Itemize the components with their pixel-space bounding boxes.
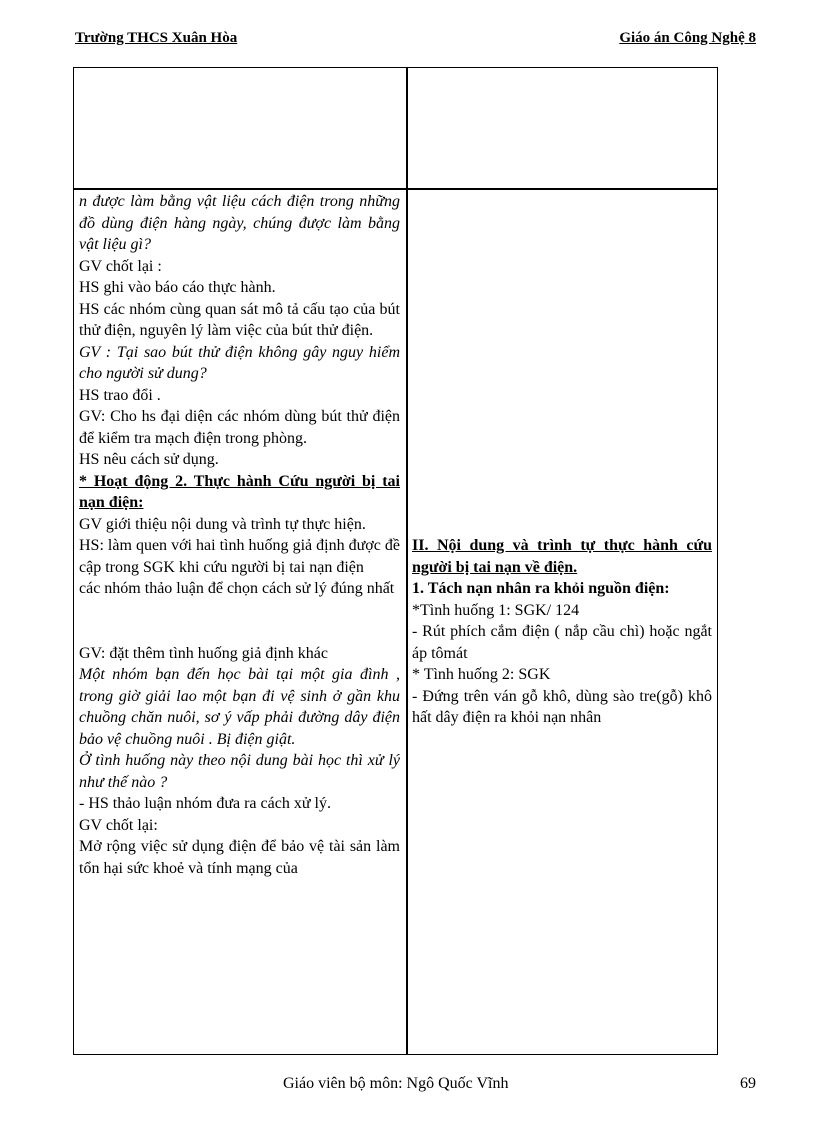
- right-column-content: [412, 535, 712, 729]
- subject-title: Giáo án Công Nghệ 8: [619, 30, 756, 46]
- left-column-paragraph: các nhóm thảo luận để chọn cách sử lý đúng nhất: [79, 580, 395, 597]
- left-column-paragraph: HS nêu cách sử dụng.: [79, 451, 219, 468]
- left-column-paragraph: GV : Tại sao bút thử điện không gây nguy hiểm cho người sử dung?: [79, 343, 400, 382]
- left-column-content: [79, 191, 400, 879]
- left-column-paragraph: [79, 600, 400, 643]
- teacher-name: Giáo viên bộ môn: Ngô Quốc Vĩnh: [283, 1075, 509, 1092]
- left-column-paragraph: * Hoạt động 2. Thực hành Cứu người bị tai nạn điện:: [79, 472, 400, 511]
- left-column-paragraph: GV: Cho hs đại diện các nhóm dùng bút thử điện để kiểm tra mạch điện trong phòng.: [79, 408, 400, 447]
- left-column-paragraph: HS trao đổi .: [79, 386, 161, 404]
- page-number: 69: [740, 1075, 756, 1092]
- left-column-paragraph: HS ghi vào báo cáo thực hành.: [79, 279, 276, 296]
- left-column-paragraph: Một nhóm bạn đến học bài tại một gia đình , trong giờ giải lao một bạn đi vệ sinh ở gần khu chuồng chăn nuôi, sơ ý vấp phải đường dây điện bảo vệ chuồng nuôi . Bị điện giật.: [79, 666, 400, 748]
- left-column-paragraph: n được làm bằng vật liệu cách điện trong những đồ dùng điện hàng ngày, chúng được làm bằng vật liệu gì?: [79, 193, 400, 253]
- right-column-paragraph: *Tình huống 1: SGK/ 124: [412, 601, 580, 619]
- left-column-paragraph: GV: đặt thêm tình huống giả định khác: [79, 644, 328, 662]
- table-row-divider: [73, 188, 718, 190]
- table-column-divider: [406, 67, 408, 1055]
- right-column-paragraph: 1. Tách nạn nhân ra khỏi nguồn điện:: [412, 580, 670, 597]
- right-column-paragraph: * Tình huống 2: SGK: [412, 666, 551, 683]
- left-column-paragraph: GV chốt lại :: [79, 257, 162, 275]
- left-column-paragraph: Ở tình huống này theo nội dung bài học thì xử lý như thế nào ?: [79, 752, 400, 791]
- left-column-paragraph: Mở rộng việc sử dụng điện để bảo vệ tài sản làm tổn hại sức khoẻ và tính mạng của: [79, 838, 400, 877]
- right-column-paragraph: - Đứng trên ván gỗ khô, dùng sào tre(gỗ) khô hất dây điện ra khỏi nạn nhân: [412, 687, 712, 726]
- left-column-paragraph: - HS thảo luận nhóm đưa ra cách xử lý.: [79, 795, 331, 812]
- right-column-paragraph: - Rút phích cắm điện ( nắp cầu chì) hoặc ngắt áp tômát: [412, 623, 712, 662]
- left-column-paragraph: GV giới thiệu nội dung và trình tự thực hiện.: [79, 515, 366, 533]
- left-column-paragraph: HS: làm quen với hai tình huống giả định được đề cập trong SGK khi cứu người bị tai nạn điện: [79, 537, 400, 576]
- left-column-paragraph: GV chốt lại:: [79, 816, 158, 834]
- school-name: Trường THCS Xuân Hòa: [75, 30, 238, 46]
- right-column-paragraph: II. Nội dung và trình tự thực hành cứu người bị tai nạn về điện.: [412, 537, 712, 576]
- left-column-paragraph: HS các nhóm cùng quan sát mô tả cấu tạo của bút thử điện, nguyên lý làm việc của bút thử điện.: [79, 300, 400, 339]
